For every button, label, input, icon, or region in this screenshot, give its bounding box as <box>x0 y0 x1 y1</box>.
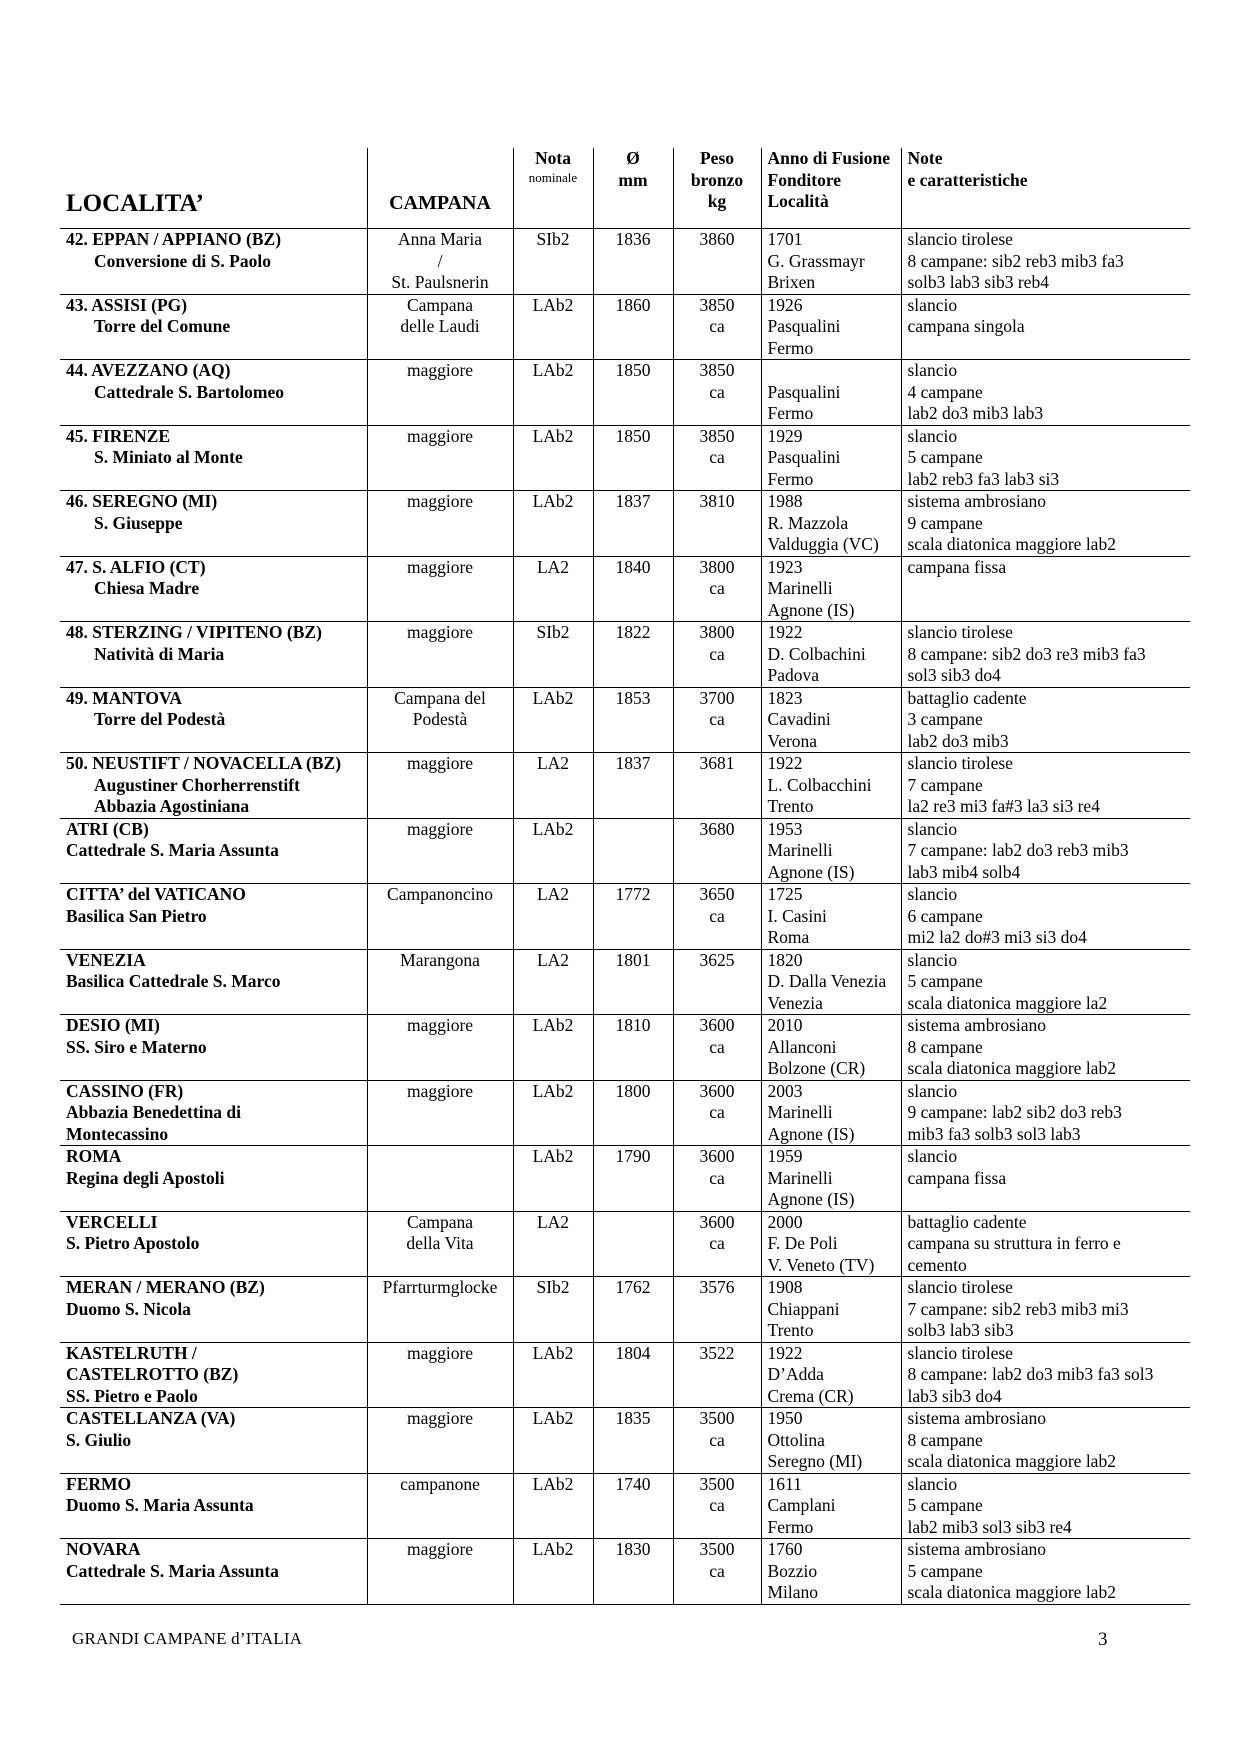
header-campana: CAMPANA <box>367 148 513 229</box>
cell-anno: 1929 Pasqualini Fermo <box>761 425 901 491</box>
cell-nota: LA2 <box>513 556 593 622</box>
header-nota-label: Nota <box>535 148 571 168</box>
cell-note: slancio tirolese 7 campane: sib2 reb3 mib3 mi3 solb3 lab3 sib3 <box>901 1277 1190 1343</box>
cell-anno: 1908 Chiappani Trento <box>761 1277 901 1343</box>
header-diametro: Ø mm <box>593 148 673 229</box>
cell-diametro: 1837 <box>593 491 673 557</box>
cell-note: slancio campana fissa <box>901 1146 1190 1212</box>
localita-church: Natività di Maria <box>94 643 225 664</box>
localita-church: S. Giuseppe <box>94 512 183 533</box>
localita-church: Basilica Cattedrale S. Marco <box>66 971 281 991</box>
page-number: 3 <box>1098 1629 1108 1650</box>
localita-name: 46. SEREGNO (MI) <box>66 491 218 511</box>
table-row <box>60 949 1190 1015</box>
table-row <box>60 884 1190 950</box>
cell-nota: LAb2 <box>513 360 593 426</box>
cell-diametro: 1810 <box>593 1015 673 1081</box>
localita-church: Basilica San Pietro <box>66 905 207 926</box>
table-row <box>60 1080 1190 1146</box>
table-row <box>60 687 1190 753</box>
table-row <box>60 1146 1190 1212</box>
cell-localita <box>60 491 367 557</box>
localita-church: Torre del Podestà <box>94 709 226 729</box>
cell-campana: maggiore <box>367 425 513 491</box>
localita-church: Duomo S. Maria Assunta <box>66 1495 254 1515</box>
cell-note: sistema ambrosiano 8 campane scala diatonica maggiore lab2 <box>901 1408 1190 1474</box>
cell-anno: 1701 G. Grassmayr Brixen <box>761 229 901 295</box>
cell-peso: 3850 ca <box>673 294 761 360</box>
cell-localita <box>60 949 367 1015</box>
cell-note: slancio tirolese 8 campane: sib2 do3 re3 mib3 fa3 sol3 sib3 do4 <box>901 622 1190 688</box>
localita-name: KASTELRUTH / <box>66 1342 197 1363</box>
localita-name: VERCELLI <box>66 1211 158 1232</box>
localita-name: 43. ASSISI (PG) <box>66 294 188 315</box>
cell-note: sistema ambrosiano 8 campane scala diatonica maggiore lab2 <box>901 1015 1190 1081</box>
header-peso: Peso bronzo kg <box>673 148 761 229</box>
cell-localita <box>60 229 367 295</box>
cell-anno: 2000 F. De Poli V. Veneto (TV) <box>761 1211 901 1277</box>
cell-diametro: 1800 <box>593 1080 673 1146</box>
header-nota <box>513 148 593 229</box>
cell-localita <box>60 556 367 622</box>
cell-campana: maggiore <box>367 1342 513 1408</box>
cell-nota: LAb2 <box>513 491 593 557</box>
cell-nota: LA2 <box>513 884 593 950</box>
table-row <box>60 1342 1190 1408</box>
cell-localita <box>60 1015 367 1081</box>
cell-peso: 3600 ca <box>673 1211 761 1277</box>
cell-anno: 1725 I. Casini Roma <box>761 884 901 950</box>
cell-note: slancio 9 campane: lab2 sib2 do3 reb3 mib3 fa3 solb3 sol3 lab3 <box>901 1080 1190 1146</box>
cell-diametro: 1835 <box>593 1408 673 1474</box>
table-row <box>60 1408 1190 1474</box>
localita-church: S. Pietro Apostolo <box>66 1233 200 1253</box>
cell-campana: Pfarrturmglocke <box>367 1277 513 1343</box>
cell-anno: 1922 L. Colbacchini Trento <box>761 753 901 819</box>
cell-note: battaglio cadente campana su struttura in ferro e cemento <box>901 1211 1190 1277</box>
cell-nota: LAb2 <box>513 1342 593 1408</box>
cell-diametro: 1840 <box>593 556 673 622</box>
localita-name: 48. STERZING / VIPITENO (BZ) <box>66 622 322 642</box>
cell-localita <box>60 687 367 753</box>
cell-localita <box>60 1539 367 1605</box>
footer-title: GRANDI CAMPANE d’ITALIA <box>72 1629 303 1648</box>
cell-note: slancio 4 campane lab2 do3 mib3 lab3 <box>901 360 1190 426</box>
localita-church: Cattedrale S. Maria Assunta <box>66 1560 279 1581</box>
cell-anno: 1760 Bozzio Milano <box>761 1539 901 1605</box>
cell-peso: 3500 ca <box>673 1539 761 1605</box>
cell-diametro: 1804 <box>593 1342 673 1408</box>
cell-diametro: 1772 <box>593 884 673 950</box>
cell-nota: LAb2 <box>513 1080 593 1146</box>
localita-church: CASTELROTTO (BZ) SS. Pietro e Paolo <box>66 1364 239 1406</box>
cell-nota: LAb2 <box>513 1015 593 1081</box>
cell-note: slancio tirolese 8 campane: sib2 reb3 mib3 fa3 solb3 lab3 sib3 reb4 <box>901 229 1190 295</box>
localita-name: VENEZIA <box>66 949 146 970</box>
cell-note: slancio tirolese 7 campane la2 re3 mi3 fa#3 la3 si3 re4 <box>901 753 1190 819</box>
cell-peso: 3650 ca <box>673 884 761 950</box>
cell-anno: 1823 Cavadini Verona <box>761 687 901 753</box>
cell-campana: Campanoncino <box>367 884 513 950</box>
cell-campana: maggiore <box>367 622 513 688</box>
cell-localita <box>60 1080 367 1146</box>
cell-nota: SIb2 <box>513 622 593 688</box>
cell-peso: 3700 ca <box>673 687 761 753</box>
cell-anno: 1820 D. Dalla Venezia Venezia <box>761 949 901 1015</box>
cell-campana: maggiore <box>367 360 513 426</box>
cell-peso: 3500 ca <box>673 1473 761 1539</box>
cell-peso: 3576 <box>673 1277 761 1343</box>
cell-nota: LA2 <box>513 753 593 819</box>
cell-peso: 3600 ca <box>673 1015 761 1081</box>
cell-peso: 3800 ca <box>673 556 761 622</box>
localita-church: Augustiner Chorherrenstift Abbazia Agostiniana <box>94 774 300 816</box>
cell-localita <box>60 818 367 884</box>
cell-nota: LAb2 <box>513 1408 593 1474</box>
cell-nota: LA2 <box>513 949 593 1015</box>
table-body <box>60 229 1190 1605</box>
cell-anno: 2010 Allanconi Bolzone (CR) <box>761 1015 901 1081</box>
cell-nota: LAb2 <box>513 1539 593 1605</box>
cell-diametro: 1837 <box>593 753 673 819</box>
cell-peso: 3850 ca <box>673 360 761 426</box>
cell-localita <box>60 622 367 688</box>
cell-localita <box>60 884 367 950</box>
table-row <box>60 622 1190 688</box>
cell-diametro: 1836 <box>593 229 673 295</box>
localita-name: FERMO <box>66 1473 132 1494</box>
cell-campana <box>367 1146 513 1212</box>
cell-campana: Campana della Vita <box>367 1211 513 1277</box>
localita-church: Conversione di S. Paolo <box>94 250 271 271</box>
cell-note: slancio tirolese 8 campane: lab2 do3 mib3 fa3 sol3 lab3 sib3 do4 <box>901 1342 1190 1408</box>
localita-name: 47. S. ALFIO (CT) <box>66 556 206 577</box>
localita-name: 44. AVEZZANO (AQ) <box>66 360 231 380</box>
cell-diametro: 1850 <box>593 360 673 426</box>
cell-campana: Campana del Podestà <box>367 687 513 753</box>
cell-anno: 2003 Marinelli Agnone (IS) <box>761 1080 901 1146</box>
cell-campana: maggiore <box>367 1408 513 1474</box>
table-header-row <box>60 148 1190 229</box>
cell-campana: Anna Maria / St. Paulsnerin <box>367 229 513 295</box>
cell-campana: Marangona <box>367 949 513 1015</box>
cell-diametro: 1860 <box>593 294 673 360</box>
localita-church: Duomo S. Nicola <box>66 1298 191 1319</box>
cell-campana: Campana delle Laudi <box>367 294 513 360</box>
cell-peso: 3625 <box>673 949 761 1015</box>
cell-localita <box>60 1473 367 1539</box>
cell-note: campana fissa <box>901 556 1190 622</box>
cell-peso: 3600 ca <box>673 1146 761 1212</box>
cell-diametro: 1801 <box>593 949 673 1015</box>
cell-diametro <box>593 818 673 884</box>
cell-campana: maggiore <box>367 556 513 622</box>
localita-name: MERAN / MERANO (BZ) <box>66 1277 265 1297</box>
localita-name: CITTA’ del VATICANO <box>66 884 246 904</box>
header-note: Note e caratteristiche <box>901 148 1190 229</box>
cell-nota: SIb2 <box>513 229 593 295</box>
cell-peso: 3800 ca <box>673 622 761 688</box>
localita-name: 45. FIRENZE <box>66 425 171 446</box>
cell-peso: 3810 <box>673 491 761 557</box>
cell-nota: LAb2 <box>513 1146 593 1212</box>
cell-anno: 1922 D’Adda Crema (CR) <box>761 1342 901 1408</box>
cell-peso: 3500 ca <box>673 1408 761 1474</box>
cell-note: sistema ambrosiano 5 campane scala diatonica maggiore lab2 <box>901 1539 1190 1605</box>
header-localita: LOCALITA’ <box>60 148 367 229</box>
localita-name: 42. EPPAN / APPIANO (BZ) <box>66 229 282 249</box>
cell-anno: 1922 D. Colbachini Padova <box>761 622 901 688</box>
cell-diametro: 1740 <box>593 1473 673 1539</box>
cell-campana: maggiore <box>367 753 513 819</box>
cell-nota: LAb2 <box>513 818 593 884</box>
localita-name: 49. MANTOVA <box>66 687 183 708</box>
localita-church: Cattedrale S. Bartolomeo <box>94 381 285 402</box>
cell-note: slancio 5 campane lab2 mib3 sol3 sib3 re4 <box>901 1473 1190 1539</box>
cell-peso: 3522 <box>673 1342 761 1408</box>
cell-anno: 1988 R. Mazzola Valduggia (VC) <box>761 491 901 557</box>
cell-campana: maggiore <box>367 491 513 557</box>
cell-peso: 3860 <box>673 229 761 295</box>
localita-name: DESIO (MI) <box>66 1015 160 1035</box>
localita-church: Torre del Comune <box>94 316 231 336</box>
cell-localita <box>60 1146 367 1212</box>
cell-peso: 3850 ca <box>673 425 761 491</box>
table-row <box>60 1473 1190 1539</box>
cell-campana: maggiore <box>367 1539 513 1605</box>
cell-note: slancio 6 campane mi2 la2 do#3 mi3 si3 do4 <box>901 884 1190 950</box>
table-row <box>60 360 1190 426</box>
localita-church: Regina degli Apostoli <box>66 1167 225 1188</box>
localita-name: 50. NEUSTIFT / NOVACELLA (BZ) <box>66 753 342 773</box>
localita-church: SS. Siro e Materno <box>66 1036 207 1057</box>
table-row <box>60 1277 1190 1343</box>
cell-anno: 1959 Marinelli Agnone (IS) <box>761 1146 901 1212</box>
table-row <box>60 491 1190 557</box>
cell-localita <box>60 753 367 819</box>
cell-peso: 3600 ca <box>673 1080 761 1146</box>
cell-peso: 3680 <box>673 818 761 884</box>
table-row <box>60 1539 1190 1605</box>
cell-campana: campanone <box>367 1473 513 1539</box>
cell-campana: maggiore <box>367 1080 513 1146</box>
table-row <box>60 425 1190 491</box>
cell-anno: 1953 Marinelli Agnone (IS) <box>761 818 901 884</box>
table-row <box>60 556 1190 622</box>
table-row <box>60 294 1190 360</box>
cell-localita <box>60 1211 367 1277</box>
cell-nota: LA2 <box>513 1211 593 1277</box>
localita-church: S. Giulio <box>66 1429 132 1450</box>
cell-note: battaglio cadente 3 campane lab2 do3 mib3 <box>901 687 1190 753</box>
cell-anno: 1923 Marinelli Agnone (IS) <box>761 556 901 622</box>
bells-table <box>60 148 1190 1605</box>
cell-localita <box>60 1342 367 1408</box>
localita-name: CASTELLANZA (VA) <box>66 1408 236 1428</box>
cell-nota: LAb2 <box>513 687 593 753</box>
cell-localita <box>60 425 367 491</box>
localita-name: NOVARA <box>66 1539 141 1559</box>
cell-peso: 3681 <box>673 753 761 819</box>
cell-note: sistema ambrosiano 9 campane scala diatonica maggiore lab2 <box>901 491 1190 557</box>
cell-anno: Pasqualini Fermo <box>761 360 901 426</box>
header-nota-sub: nominale <box>528 169 578 185</box>
table-row <box>60 1211 1190 1277</box>
cell-note: slancio 5 campane scala diatonica maggiore la2 <box>901 949 1190 1015</box>
cell-campana: maggiore <box>367 818 513 884</box>
table-row <box>60 818 1190 884</box>
table-row <box>60 229 1190 295</box>
cell-anno: 1926 Pasqualini Fermo <box>761 294 901 360</box>
cell-diametro: 1850 <box>593 425 673 491</box>
cell-campana: maggiore <box>367 1015 513 1081</box>
cell-diametro: 1790 <box>593 1146 673 1212</box>
cell-diametro <box>593 1211 673 1277</box>
localita-name: ROMA <box>66 1146 122 1166</box>
cell-localita <box>60 1277 367 1343</box>
cell-localita <box>60 360 367 426</box>
table-row <box>60 753 1190 819</box>
cell-anno: 1611 Camplani Fermo <box>761 1473 901 1539</box>
cell-note: slancio campana singola <box>901 294 1190 360</box>
cell-note: slancio 5 campane lab2 reb3 fa3 lab3 si3 <box>901 425 1190 491</box>
cell-diametro: 1853 <box>593 687 673 753</box>
cell-localita <box>60 1408 367 1474</box>
cell-diametro: 1830 <box>593 1539 673 1605</box>
cell-nota: LAb2 <box>513 294 593 360</box>
localita-name: CASSINO (FR) <box>66 1080 184 1101</box>
table-row <box>60 1015 1190 1081</box>
cell-nota: LAb2 <box>513 425 593 491</box>
localita-church: Chiesa Madre <box>94 578 200 598</box>
cell-anno: 1950 Ottolina Seregno (MI) <box>761 1408 901 1474</box>
localita-name: ATRI (CB) <box>66 818 149 839</box>
cell-nota: LAb2 <box>513 1473 593 1539</box>
cell-note: slancio 7 campane: lab2 do3 reb3 mib3 lab3 mib4 solb4 <box>901 818 1190 884</box>
cell-diametro: 1762 <box>593 1277 673 1343</box>
localita-church: Abbazia Benedettina di Montecassino <box>66 1102 242 1144</box>
cell-localita <box>60 294 367 360</box>
cell-nota: SIb2 <box>513 1277 593 1343</box>
localita-church: S. Miniato al Monte <box>94 447 243 467</box>
localita-church: Cattedrale S. Maria Assunta <box>66 840 279 860</box>
header-anno: Anno di Fusione Fonditore Località <box>761 148 901 229</box>
cell-diametro: 1822 <box>593 622 673 688</box>
